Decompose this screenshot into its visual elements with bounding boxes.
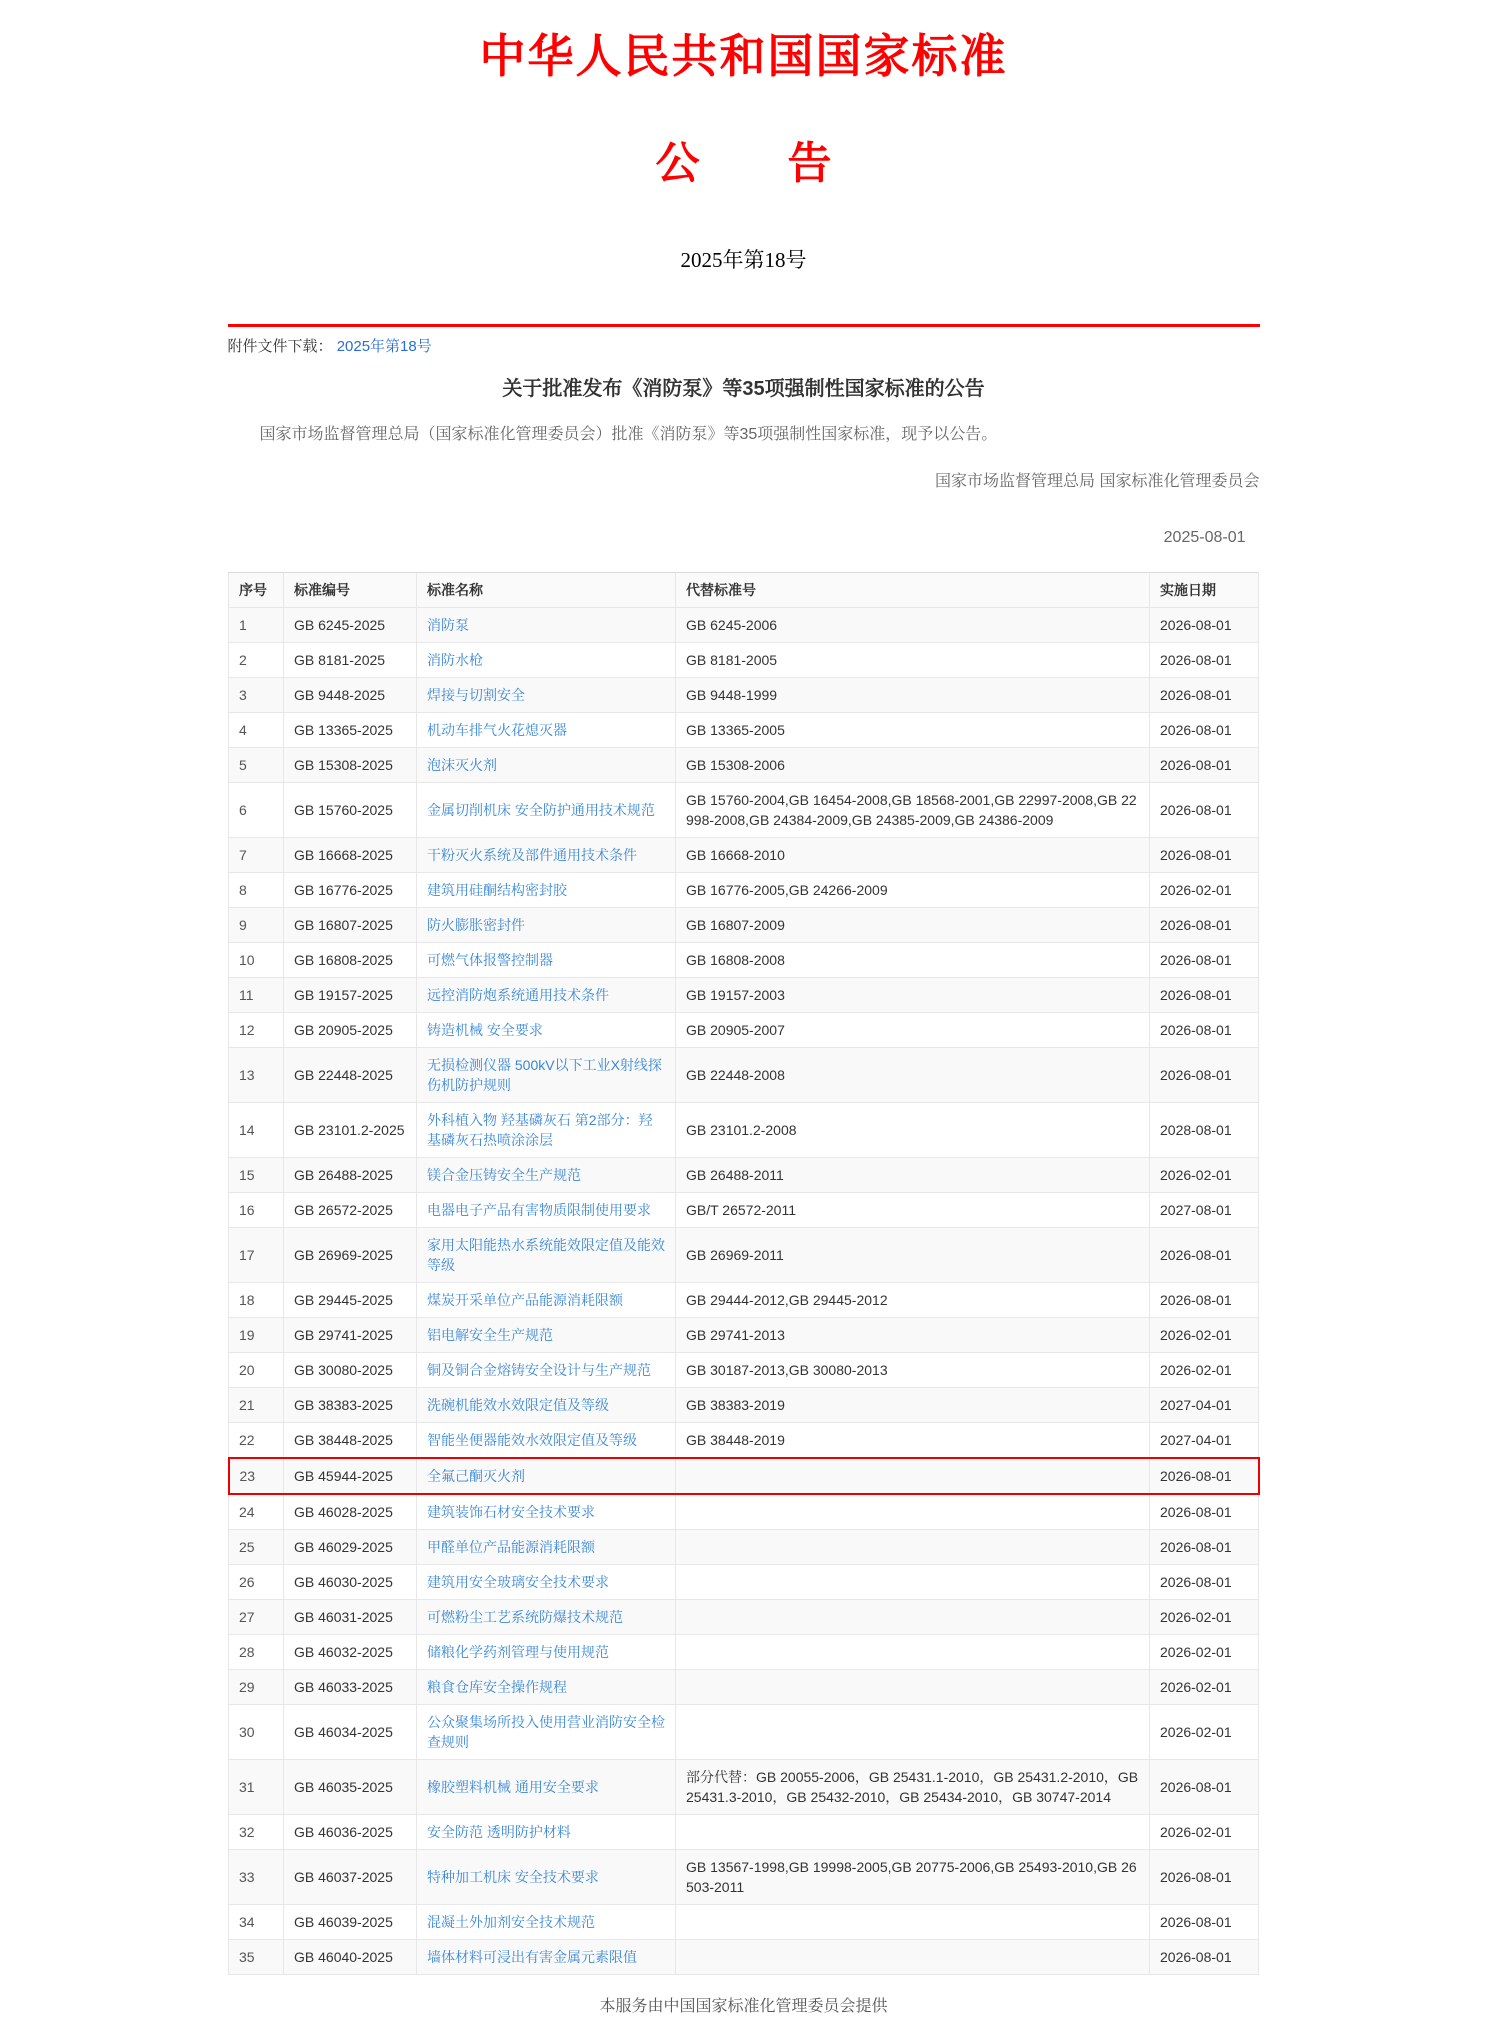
cell-standard-name xyxy=(417,977,676,1012)
cell-standard-code: GB 46028-2025 xyxy=(284,1494,417,1530)
cell-effective-date: 2027-04-01 xyxy=(1150,1387,1259,1422)
cell-effective-date: 2026-08-01 xyxy=(1150,782,1259,837)
cell-replaced-codes: GB 13365-2005 xyxy=(676,712,1150,747)
standard-name-link[interactable]: 铸造机械 安全要求 xyxy=(427,1021,543,1038)
table-row xyxy=(229,1669,1259,1704)
standard-name-link[interactable]: 焊接与切割安全 xyxy=(427,686,525,703)
cell-replaced-codes: GB 38383-2019 xyxy=(676,1387,1150,1422)
cell-standard-code: GB 46033-2025 xyxy=(284,1669,417,1704)
cell-effective-date: 2026-08-01 xyxy=(1150,747,1259,782)
cell-replaced-codes: GB 8181-2005 xyxy=(676,642,1150,677)
cell-serial: 33 xyxy=(229,1849,284,1904)
standard-name-link[interactable]: 可燃粉尘工艺系统防爆技术规范 xyxy=(427,1608,623,1625)
cell-standard-code: GB 19157-2025 xyxy=(284,977,417,1012)
cell-standard-code: GB 29445-2025 xyxy=(284,1282,417,1317)
cell-effective-date: 2028-08-01 xyxy=(1150,1102,1259,1157)
cell-serial: 6 xyxy=(229,782,284,837)
cell-effective-date: 2026-02-01 xyxy=(1150,872,1259,907)
table-row xyxy=(229,1939,1259,1974)
cell-standard-name xyxy=(417,1599,676,1634)
cell-standard-name xyxy=(417,1387,676,1422)
cell-standard-name xyxy=(417,712,676,747)
cell-standard-code: GB 20905-2025 xyxy=(284,1012,417,1047)
publish-date: 2025-08-01 xyxy=(1163,529,1246,547)
cell-standard-name xyxy=(417,1814,676,1849)
table-row xyxy=(229,1599,1259,1634)
cell-standard-name xyxy=(417,782,676,837)
cell-effective-date: 2026-02-01 xyxy=(1150,1634,1259,1669)
cell-standard-name xyxy=(417,1157,676,1192)
cell-serial: 2 xyxy=(229,642,284,677)
cell-replaced-codes: GB 16807-2009 xyxy=(676,907,1150,942)
cell-replaced-codes: GB 9448-1999 xyxy=(676,677,1150,712)
standard-name-link[interactable]: 消防泵 xyxy=(427,616,469,633)
table-row xyxy=(229,942,1259,977)
cell-standard-name xyxy=(417,1282,676,1317)
cell-serial: 13 xyxy=(229,1047,284,1102)
table-row xyxy=(229,677,1259,712)
cell-replaced-codes: GB 22448-2008 xyxy=(676,1047,1150,1102)
cell-effective-date: 2026-08-01 xyxy=(1150,1282,1259,1317)
cell-replaced-codes: GB 16668-2010 xyxy=(676,837,1150,872)
col-header-serial: 序号 xyxy=(229,572,284,607)
standard-name-link[interactable]: 甲醛单位产品能源消耗限额 xyxy=(427,1538,595,1555)
cell-serial: 22 xyxy=(229,1422,284,1458)
cell-effective-date: 2026-02-01 xyxy=(1150,1599,1259,1634)
table-row xyxy=(229,837,1259,872)
cell-serial: 34 xyxy=(229,1904,284,1939)
cell-standard-code: GB 30080-2025 xyxy=(284,1352,417,1387)
cell-standard-name xyxy=(417,1047,676,1102)
table-row xyxy=(229,1564,1259,1599)
cell-effective-date: 2026-08-01 xyxy=(1150,1458,1259,1494)
cell-standard-name xyxy=(417,872,676,907)
table-row xyxy=(229,782,1259,837)
cell-serial: 1 xyxy=(229,607,284,642)
standard-name-link[interactable]: 可燃气体报警控制器 xyxy=(427,951,553,968)
table-row xyxy=(229,1458,1259,1494)
cell-effective-date: 2026-08-01 xyxy=(1150,607,1259,642)
cell-standard-code: GB 46036-2025 xyxy=(284,1814,417,1849)
page-title: 中华人民共和国国家标准 xyxy=(479,31,1008,82)
table-row xyxy=(229,1849,1259,1904)
col-header-standard-name: 标准名称 xyxy=(417,572,676,607)
cell-standard-code: GB 46030-2025 xyxy=(284,1564,417,1599)
table-row xyxy=(229,1494,1259,1530)
cell-serial: 19 xyxy=(229,1317,284,1352)
col-header-standard-code: 标准编号 xyxy=(284,572,417,607)
standard-name-link[interactable]: 镁合金压铸安全生产规范 xyxy=(427,1166,581,1183)
cell-replaced-codes: GB 38448-2019 xyxy=(676,1422,1150,1458)
cell-standard-name xyxy=(417,642,676,677)
standard-name-link[interactable]: 铝电解安全生产规范 xyxy=(427,1326,553,1343)
cell-standard-code: GB 26969-2025 xyxy=(284,1227,417,1282)
table-row xyxy=(229,642,1259,677)
attachment-link[interactable]: 2025年第18号 xyxy=(336,337,432,355)
cell-standard-code: GB 46032-2025 xyxy=(284,1634,417,1669)
cell-standard-code: GB 46034-2025 xyxy=(284,1704,417,1759)
standard-name-link[interactable]: 建筑用硅酮结构密封胶 xyxy=(427,881,567,898)
table-row xyxy=(229,712,1259,747)
standard-name-link[interactable]: 智能坐便器能效水效限定值及等级 xyxy=(427,1431,637,1448)
cell-replaced-codes xyxy=(676,1599,1150,1634)
cell-standard-code: GB 15760-2025 xyxy=(284,782,417,837)
standard-name-link[interactable]: 干粉灭火系统及部件通用技术条件 xyxy=(427,846,637,863)
standard-name-link[interactable]: 外科植入物 羟基磷灰石 第2部分：羟基磷灰石热喷涂涂层 xyxy=(427,1111,653,1148)
cell-effective-date: 2026-08-01 xyxy=(1150,1849,1259,1904)
cell-replaced-codes xyxy=(676,1904,1150,1939)
cell-serial: 28 xyxy=(229,1634,284,1669)
standard-name-link[interactable]: 储粮化学药剂管理与使用规范 xyxy=(427,1643,609,1660)
cell-standard-code: GB 38383-2025 xyxy=(284,1387,417,1422)
cell-serial: 9 xyxy=(229,907,284,942)
cell-serial: 23 xyxy=(229,1458,284,1494)
col-header-replaced-codes: 代替标准号 xyxy=(676,572,1150,607)
cell-replaced-codes: GB 13567-1998,GB 19998-2005,GB 20775-2006,GB 25493-2010,GB 26503-2011 xyxy=(676,1849,1150,1904)
cell-standard-name xyxy=(417,1102,676,1157)
standard-name-link[interactable]: 墙体材料可浸出有害金属元素限值 xyxy=(427,1948,637,1965)
table-row xyxy=(229,1759,1259,1814)
standard-name-link[interactable]: 建筑装饰石材安全技术要求 xyxy=(427,1503,595,1520)
cell-serial: 14 xyxy=(229,1102,284,1157)
cell-serial: 18 xyxy=(229,1282,284,1317)
cell-standard-name xyxy=(417,607,676,642)
cell-standard-code: GB 16807-2025 xyxy=(284,907,417,942)
cell-standard-name xyxy=(417,907,676,942)
cell-serial: 4 xyxy=(229,712,284,747)
table-row xyxy=(229,977,1259,1012)
table-row xyxy=(229,1352,1259,1387)
cell-standard-code: GB 46029-2025 xyxy=(284,1529,417,1564)
cell-replaced-codes: GB 16776-2005,GB 24266-2009 xyxy=(676,872,1150,907)
cell-replaced-codes xyxy=(676,1458,1150,1494)
cell-replaced-codes: GB 26488-2011 xyxy=(676,1157,1150,1192)
table-header-row xyxy=(229,572,1259,607)
cell-effective-date: 2026-08-01 xyxy=(1150,677,1259,712)
cell-effective-date: 2026-02-01 xyxy=(1150,1317,1259,1352)
cell-effective-date: 2026-08-01 xyxy=(1150,977,1259,1012)
cell-standard-code: GB 38448-2025 xyxy=(284,1422,417,1458)
cell-standard-code: GB 8181-2025 xyxy=(284,642,417,677)
cell-effective-date: 2026-08-01 xyxy=(1150,1012,1259,1047)
cell-serial: 17 xyxy=(229,1227,284,1282)
cell-standard-name xyxy=(417,1634,676,1669)
cell-effective-date: 2027-04-01 xyxy=(1150,1422,1259,1458)
cell-effective-date: 2026-08-01 xyxy=(1150,837,1259,872)
cell-effective-date: 2026-08-01 xyxy=(1150,1529,1259,1564)
cell-effective-date: 2026-08-01 xyxy=(1150,1759,1259,1814)
cell-standard-code: GB 45944-2025 xyxy=(284,1458,417,1494)
cell-standard-code: GB 22448-2025 xyxy=(284,1047,417,1102)
table-row xyxy=(229,1012,1259,1047)
standard-name-link[interactable]: 安全防范 透明防护材料 xyxy=(427,1823,571,1840)
table-row xyxy=(229,607,1259,642)
cell-effective-date: 2026-08-01 xyxy=(1150,1227,1259,1282)
standard-name-link[interactable]: 橡胶塑料机械 通用安全要求 xyxy=(427,1778,599,1795)
attachment-label: 附件文件下载： xyxy=(227,337,333,355)
table-row xyxy=(229,1227,1259,1282)
cell-standard-name xyxy=(417,1904,676,1939)
cell-effective-date: 2026-02-01 xyxy=(1150,1669,1259,1704)
table-row xyxy=(229,1422,1259,1458)
cell-serial: 10 xyxy=(229,942,284,977)
cell-replaced-codes: GB 30187-2013,GB 30080-2013 xyxy=(676,1352,1150,1387)
cell-effective-date: 2026-08-01 xyxy=(1150,1564,1259,1599)
cell-standard-name xyxy=(417,1704,676,1759)
table-row xyxy=(229,1317,1259,1352)
col-header-effective-date: 实施日期 xyxy=(1150,572,1259,607)
cell-serial: 8 xyxy=(229,872,284,907)
attachment-row xyxy=(228,327,1260,357)
table-row xyxy=(229,747,1259,782)
cell-replaced-codes: GB 29444-2012,GB 29445-2012 xyxy=(676,1282,1150,1317)
cell-standard-name xyxy=(417,942,676,977)
cell-standard-code: GB 46039-2025 xyxy=(284,1904,417,1939)
cell-effective-date: 2026-08-01 xyxy=(1150,1939,1259,1974)
cell-replaced-codes: GB 6245-2006 xyxy=(676,607,1150,642)
standard-name-link[interactable]: 远控消防炮系统通用技术条件 xyxy=(427,986,609,1003)
standard-name-link[interactable]: 全氟己酮灭火剂 xyxy=(427,1467,525,1484)
cell-replaced-codes: GB 29741-2013 xyxy=(676,1317,1150,1352)
standards-table-body xyxy=(229,607,1259,1974)
cell-effective-date: 2026-08-01 xyxy=(1150,1904,1259,1939)
table-row xyxy=(229,1282,1259,1317)
footer-text: 本服务由中国国家标准化管理委员会提供 xyxy=(599,1997,888,2015)
table-row xyxy=(229,1047,1259,1102)
cell-standard-name xyxy=(417,1352,676,1387)
cell-standard-code: GB 16776-2025 xyxy=(284,872,417,907)
cell-standard-name xyxy=(417,1759,676,1814)
cell-standard-code: GB 26572-2025 xyxy=(284,1192,417,1227)
cell-standard-code: GB 46037-2025 xyxy=(284,1849,417,1904)
cell-serial: 20 xyxy=(229,1352,284,1387)
cell-serial: 31 xyxy=(229,1759,284,1814)
cell-standard-code: GB 23101.2-2025 xyxy=(284,1102,417,1157)
cell-serial: 26 xyxy=(229,1564,284,1599)
standard-name-link[interactable]: 铜及铜合金熔铸安全设计与生产规范 xyxy=(427,1361,651,1378)
table-row xyxy=(229,1529,1259,1564)
cell-replaced-codes xyxy=(676,1564,1150,1599)
cell-standard-code: GB 6245-2025 xyxy=(284,607,417,642)
cell-standard-code: GB 29741-2025 xyxy=(284,1317,417,1352)
cell-replaced-codes: GB 26969-2011 xyxy=(676,1227,1150,1282)
cell-effective-date: 2026-08-01 xyxy=(1150,642,1259,677)
cell-standard-name xyxy=(417,1422,676,1458)
cell-standard-code: GB 16808-2025 xyxy=(284,942,417,977)
standard-name-link[interactable]: 家用太阳能热水系统能效限定值及能效等级 xyxy=(427,1236,665,1273)
standard-name-link[interactable]: 机动车排气火花熄灭器 xyxy=(427,721,567,738)
table-row xyxy=(229,872,1259,907)
cell-standard-name xyxy=(417,747,676,782)
standard-name-link[interactable]: 防火膨胀密封件 xyxy=(427,916,525,933)
cell-serial: 32 xyxy=(229,1814,284,1849)
cell-effective-date: 2026-02-01 xyxy=(1150,1814,1259,1849)
cell-standard-code: GB 15308-2025 xyxy=(284,747,417,782)
table-row xyxy=(229,1814,1259,1849)
cell-replaced-codes xyxy=(676,1634,1150,1669)
cell-standard-name xyxy=(417,1317,676,1352)
cell-effective-date: 2026-08-01 xyxy=(1150,907,1259,942)
cell-serial: 35 xyxy=(229,1939,284,1974)
cell-replaced-codes: GB 20905-2007 xyxy=(676,1012,1150,1047)
standard-name-link[interactable]: 消防水枪 xyxy=(427,651,483,668)
cell-serial: 7 xyxy=(229,837,284,872)
standard-name-link[interactable]: 煤炭开采单位产品能源消耗限额 xyxy=(427,1291,623,1308)
cell-serial: 3 xyxy=(229,677,284,712)
cell-standard-name xyxy=(417,1012,676,1047)
cell-standard-name xyxy=(417,1458,676,1494)
standard-name-link[interactable]: 泡沫灭火剂 xyxy=(427,756,497,773)
cell-serial: 21 xyxy=(229,1387,284,1422)
cell-effective-date: 2026-08-01 xyxy=(1150,942,1259,977)
standard-name-link[interactable]: 特种加工机床 安全技术要求 xyxy=(427,1868,599,1885)
cell-replaced-codes: GB 15760-2004,GB 16454-2008,GB 18568-2001,GB 22997-2008,GB 22998-2008,GB 24384-2009,GB 24385-2009,GB 24386-2009 xyxy=(676,782,1150,837)
cell-effective-date: 2026-08-01 xyxy=(1150,1494,1259,1530)
cell-standard-code: GB 9448-2025 xyxy=(284,677,417,712)
cell-replaced-codes: GB 16808-2008 xyxy=(676,942,1150,977)
cell-standard-name xyxy=(417,1669,676,1704)
table-row xyxy=(229,1157,1259,1192)
cell-replaced-codes xyxy=(676,1529,1150,1564)
cell-replaced-codes xyxy=(676,1669,1150,1704)
standard-name-link[interactable]: 建筑用安全玻璃安全技术要求 xyxy=(427,1573,609,1590)
cell-effective-date: 2026-08-01 xyxy=(1150,1047,1259,1102)
table-row xyxy=(229,907,1259,942)
table-row xyxy=(229,1192,1259,1227)
cell-standard-name xyxy=(417,1849,676,1904)
cell-standard-name xyxy=(417,1494,676,1530)
page-content xyxy=(228,28,1260,2019)
cell-serial: 25 xyxy=(229,1529,284,1564)
table-row xyxy=(229,1634,1259,1669)
standard-name-link[interactable]: 洗碗机能效水效限定值及等级 xyxy=(427,1396,609,1413)
cell-standard-name xyxy=(417,677,676,712)
cell-standard-code: GB 46035-2025 xyxy=(284,1759,417,1814)
cell-replaced-codes xyxy=(676,1494,1150,1530)
notice-title: 关于批准发布《消防泵》等35项强制性国家标准的公告 xyxy=(502,377,985,400)
cell-standard-name xyxy=(417,1192,676,1227)
cell-effective-date: 2027-08-01 xyxy=(1150,1192,1259,1227)
cell-standard-name xyxy=(417,1227,676,1282)
cell-replaced-codes xyxy=(676,1814,1150,1849)
standard-name-link[interactable]: 金属切削机床 安全防护通用技术规范 xyxy=(427,801,655,818)
cell-replaced-codes xyxy=(676,1704,1150,1759)
cell-serial: 11 xyxy=(229,977,284,1012)
cell-effective-date: 2026-02-01 xyxy=(1150,1157,1259,1192)
cell-effective-date: 2026-08-01 xyxy=(1150,712,1259,747)
table-row xyxy=(229,1387,1259,1422)
cell-replaced-codes: GB 23101.2-2008 xyxy=(676,1102,1150,1157)
cell-replaced-codes: 部分代替：GB 20055-2006，GB 25431.1-2010，GB 25431.2-2010，GB 25431.3-2010，GB 25432-2010，GB 25434-2010，GB 30747-2014 xyxy=(676,1759,1150,1814)
standard-name-link[interactable]: 无损检测仪器 500kV以下工业X射线探伤机防护规则 xyxy=(427,1056,662,1093)
table-row xyxy=(229,1704,1259,1759)
cell-standard-name xyxy=(417,1939,676,1974)
cell-standard-code: GB 46031-2025 xyxy=(284,1599,417,1634)
announcement-title: 公 告 xyxy=(655,138,832,188)
standard-name-link[interactable]: 混凝土外加剂安全技术规范 xyxy=(427,1913,595,1930)
cell-serial: 5 xyxy=(229,747,284,782)
cell-standard-code: GB 13365-2025 xyxy=(284,712,417,747)
cell-standard-code: GB 46040-2025 xyxy=(284,1939,417,1974)
cell-standard-name xyxy=(417,1564,676,1599)
cell-serial: 12 xyxy=(229,1012,284,1047)
agency-signature: 国家市场监督管理总局 国家标准化管理委员会 xyxy=(935,472,1260,490)
cell-standard-code: GB 26488-2025 xyxy=(284,1157,417,1192)
cell-serial: 15 xyxy=(229,1157,284,1192)
cell-standard-name xyxy=(417,837,676,872)
standards-table xyxy=(228,572,1260,1975)
standard-name-link[interactable]: 公众聚集场所投入使用营业消防安全检查规则 xyxy=(427,1713,665,1750)
cell-replaced-codes xyxy=(676,1939,1150,1974)
cell-replaced-codes: GB 19157-2003 xyxy=(676,977,1150,1012)
cell-serial: 29 xyxy=(229,1669,284,1704)
cell-serial: 24 xyxy=(229,1494,284,1530)
cell-serial: 30 xyxy=(229,1704,284,1759)
notice-body: 国家市场监督管理总局（国家标准化管理委员会）批准《消防泵》等35项强制性国家标准，现予以公告。 xyxy=(259,425,998,443)
cell-replaced-codes: GB 15308-2006 xyxy=(676,747,1150,782)
cell-replaced-codes: GB/T 26572-2011 xyxy=(676,1192,1150,1227)
cell-standard-code: GB 16668-2025 xyxy=(284,837,417,872)
cell-serial: 16 xyxy=(229,1192,284,1227)
cell-serial: 27 xyxy=(229,1599,284,1634)
standard-name-link[interactable]: 电器电子产品有害物质限制使用要求 xyxy=(427,1201,651,1218)
issue-number: 2025年第18号 xyxy=(680,247,807,272)
standard-name-link[interactable]: 粮食仓库安全操作规程 xyxy=(427,1678,567,1695)
cell-standard-name xyxy=(417,1529,676,1564)
table-row xyxy=(229,1904,1259,1939)
table-row xyxy=(229,1102,1259,1157)
cell-effective-date: 2026-02-01 xyxy=(1150,1704,1259,1759)
cell-effective-date: 2026-02-01 xyxy=(1150,1352,1259,1387)
